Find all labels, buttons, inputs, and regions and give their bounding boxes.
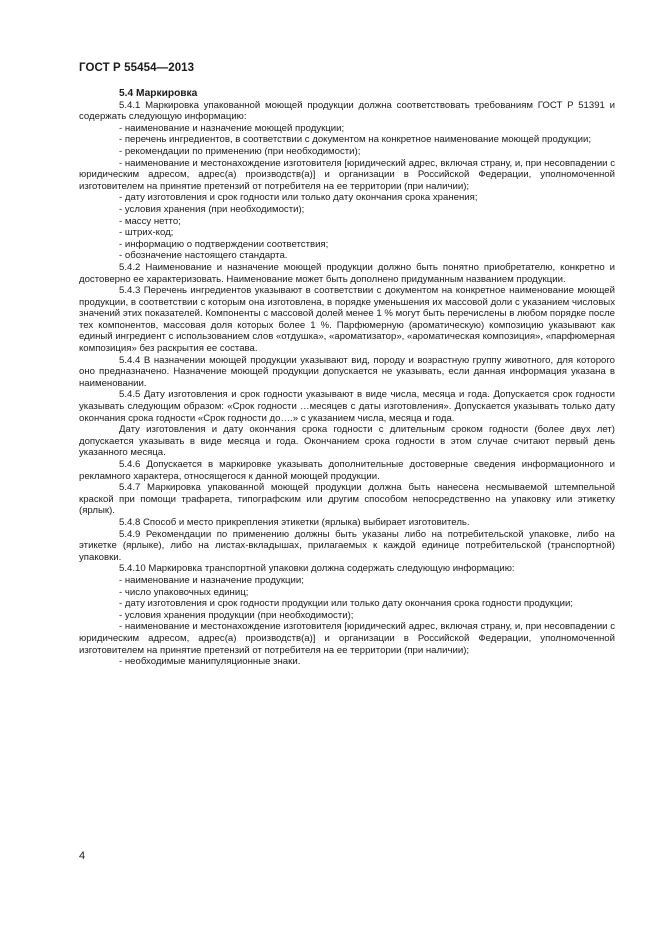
document-body [79, 88, 615, 668]
list-item: - перечень ингредиентов, в соответствии с документом на конкретное наименование моющей продукции; [119, 134, 592, 146]
list-item: - информацию о подтверждении соответствия; [119, 238, 329, 250]
paragraph: 5.4.4 В назначении моющей продукции указывают вид, породу и возрастную группу животного, для которого оно предназначено. Назначение моющей продукции допускается не указывать, если данная информация указана в наименовании. [79, 354, 615, 389]
list-item: - обозначение настоящего стандарта. [119, 250, 288, 262]
list-item: - штрих-код; [119, 227, 174, 239]
paragraph: 5.4.1 Маркировка упакованной моющей продукции должна соответствовать требованиям ГОСТ Р 51391 и содержать следующую информацию: [79, 99, 615, 123]
list-item: - массу нетто; [119, 215, 181, 227]
list-item: - число упаковочных единиц; [119, 586, 249, 598]
list-item: - наименование и местонахождение изготовителя [юридический адрес, включая страну, и, при несовпадении с юридическим адресом, адрес(а) производств(а)] и организации в Российской Федерации, уполномоченной изготовителем на принятие претензий от потребителя на ее территории (при наличии); [79, 621, 615, 656]
paragraph: 5.4.3 Перечень ингредиентов указывают в соответствии с документом на конкретное наименование моющей продукции, в соответствии с которым она изготовлена, в порядке уменьшения их массовой доли с указанием числовых значений этих показателей. Компоненты с массовой долей менее 1 % могут быть перечислены в любом порядке после тех компонентов, массовая доля которых более 1 %. Парфюмерную (ароматическую) композицию указывают как единый ингредиент с использованием слов «отдушка», «ароматизатор», «ароматическая композиция», «парфюмерная композиция» без раскрытия ее состава. [79, 285, 615, 355]
page-number: 4 [79, 850, 86, 862]
list-item: - наименование и назначение продукции; [119, 574, 304, 586]
list-item: - рекомендации по применению (при необходимости); [119, 145, 361, 157]
section-heading: 5.4 Маркировка [119, 88, 198, 99]
paragraph: Дату изготовления и дату окончания срока годности с длительным сроком годности (более двух лет) допускается указывать в виде месяца и года. Окончанием срока годности в этом случае считают первый день указанного месяца. [79, 424, 615, 459]
document-header: ГОСТ Р 55454—2013 [79, 62, 195, 74]
list-item: - необходимые манипуляционные знаки. [119, 656, 301, 668]
list-item: - условия хранения (при необходимости); [119, 203, 305, 215]
paragraph: 5.4.6 Допускается в маркировке указывать дополнительные достоверные сведения информационного и рекламного характера, относящегося к данной моющей продукции. [79, 459, 615, 482]
paragraph: 5.4.5 Дату изготовления и срок годности указывают в виде числа, месяца и года. Допускается срок годности указывать следующим образом: «Срок годности …месяцев с даты изготовления». Допускается указывать только дату окончания срока годности «Срок годности до….» с указанием числа, месяца и года. [79, 389, 615, 424]
list-item: - условия хранения продукции (при необходимости); [119, 609, 354, 621]
paragraph: 5.4.2 Наименование и назначение моющей продукции должно быть понятно приобретателю, конкретно и достоверно ее характеризовать. Наименование может быть дополнено придуманным названием продукции. [79, 261, 615, 285]
list-item: - наименование и назначение моющей продукции; [119, 122, 345, 134]
document-blocks [79, 100, 615, 668]
paragraph: 5.4.8 Способ и место прикрепления этикетки (ярлыка) выбирает изготовитель. [119, 516, 470, 528]
list-item: - наименование и местонахождение изготовителя [юридический адрес, включая страну, и, при несовпадении с юридическим адресом, адрес(а) производств(а)] и организации в Российской Федерации, уполномоченной изготовителем на принятие претензий от потребителя на ее территории (при наличии); [79, 157, 615, 192]
list-item: - дату изготовления и срок годности или только дату окончания срока хранения; [119, 192, 478, 204]
paragraph: 5.4.10 Маркировка транспортной упаковки должна содержать следующую информацию: [119, 563, 515, 575]
paragraph: 5.4.9 Рекомендации по применению должны быть указаны либо на потребительской упаковке, либо на этикетке (ярлыке), либо на листах-вкладышах, прилагаемых к каждой единице потребительской (транспортной) упаковки. [79, 528, 615, 563]
list-item: - дату изготовления и срок годности продукции или только дату окончания срока годности продукции; [119, 598, 573, 610]
paragraph: 5.4.7 Маркировка упакованной моющей продукции должна быть нанесена несмываемой штемпельной краской при помощи трафарета, типографским или другим способом непосредственно на упаковку или этикетку (ярлык). [79, 482, 615, 517]
